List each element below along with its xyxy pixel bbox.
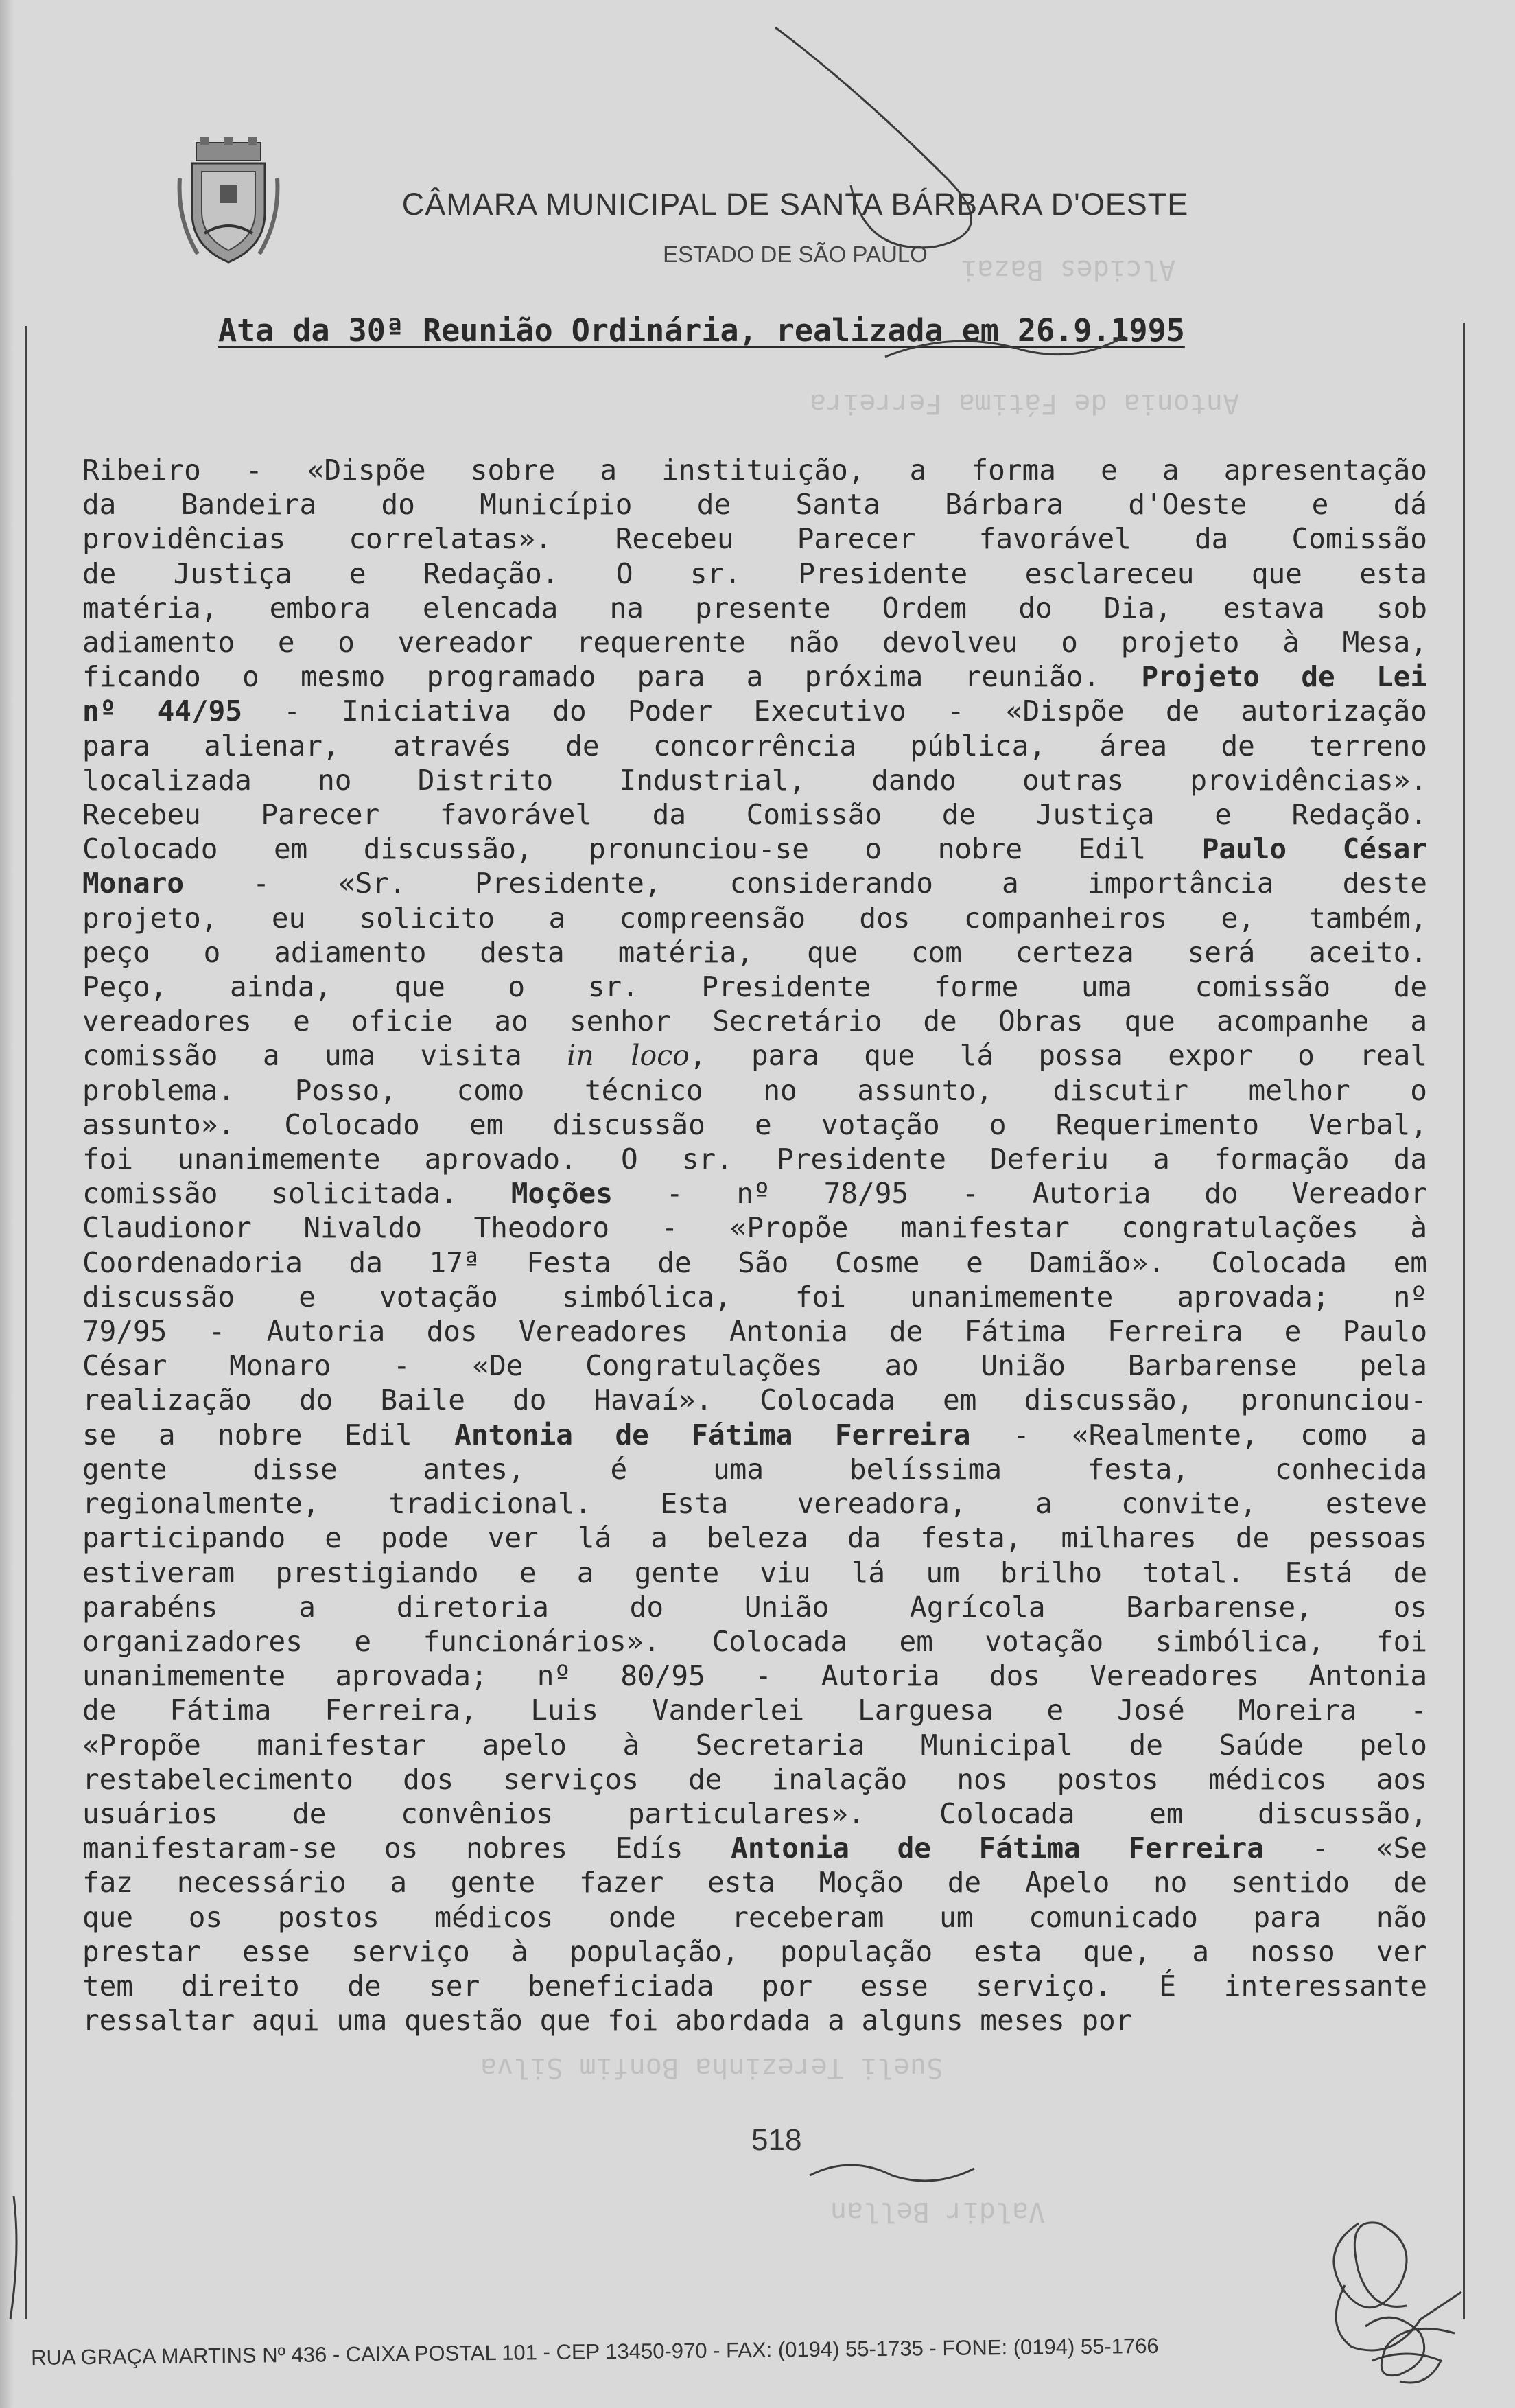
text-line (82, 1038, 1427, 1073)
line-text: Coordenadoria da 17ª Festa de São Cosme e Damião». Colocada em (82, 1246, 1427, 1279)
line-text: foi unanimemente aprovado. O sr. Presidente Deferiu a formação da (82, 1143, 1427, 1176)
line-text: comissão a uma visita (82, 1039, 522, 1073)
line-text: participando e pode ver lá a beleza da festa, milhares de pessoas (82, 1521, 1427, 1555)
text-line (82, 1246, 1427, 1280)
line-text: discussão e votação simbólica, foi unanimemente aprovada; nº (82, 1280, 1427, 1313)
bold-text: Antonia de Fátima Ferreira (731, 1832, 1264, 1865)
text-line (82, 487, 1427, 522)
bold-text: Antonia de Fátima Ferreira (454, 1418, 971, 1451)
line-text: para alienar, através de concorrência pública, área de terreno (82, 729, 1427, 762)
line-text: Peço, ainda, que o sr. Presidente forme uma comissão de (82, 970, 1427, 1004)
left-margin-rule (25, 326, 27, 2319)
text-line (82, 866, 1427, 900)
text-line (82, 1521, 1427, 1555)
line-text: se a nobre Edil (82, 1418, 412, 1451)
text-line (82, 1624, 1427, 1659)
line-text: unanimemente aprovada; nº 80/95 - Autoria dos Vereadores Antonia (82, 1659, 1427, 1693)
document-title: Ata da 30ª Reunião Ordinária, realizada em 26.9.1995 (218, 312, 1185, 349)
text-line (82, 1486, 1427, 1521)
line-text: vereadores e oficie ao senhor Secretário de Obras que acompanhe a (82, 1005, 1427, 1038)
italic-text: in loco (567, 1039, 690, 1073)
text-line (82, 832, 1427, 866)
line-text: ficando o mesmo programado para a próxima reunião. (82, 660, 1101, 694)
text-line (82, 901, 1427, 935)
bold-text: Projeto de Lei (1141, 660, 1428, 694)
minutes-body-text (82, 453, 1427, 2037)
footer-address: RUA GRAÇA MARTINS Nº 436 - CAIXA POSTAL 101 - CEP 13450-970 - FAX: (0194) 55-1735 - FONE: (0194) 55-1766 (31, 2333, 1159, 2370)
text-line (82, 1108, 1427, 1142)
line-text: - «Realmente, como a (970, 1418, 1427, 1451)
bleed-through-name: Alcides Bazai (961, 254, 1176, 285)
signature-stroke (1372, 2354, 1441, 2383)
line-text: peço o adiamento desta matéria, que com certeza será aceito. (82, 935, 1427, 969)
institution-name: CÂMARA MUNICIPAL DE SANTA BÁRBARA D'OESTE (401, 187, 1189, 222)
text-line (82, 763, 1427, 797)
line-text: Ribeiro - «Dispõe sobre a instituição, a forma e a apresentação (82, 454, 1427, 487)
line-text: ressaltar aqui uma questão que foi abordada a alguns meses por (82, 2004, 1133, 2037)
text-line (82, 1659, 1427, 1693)
line-text: restabelecimento dos serviços de inalação nos postos médicos aos (82, 1762, 1427, 1796)
page-binding-shadow (0, 0, 14, 2408)
line-text: adiamento e o vereador requerente não devolveu o projeto à Mesa, (82, 626, 1427, 659)
signature-stroke (810, 2165, 974, 2181)
line-text: regionalmente, tradicional. Esta vereadora, a convite, esteve (82, 1487, 1427, 1521)
line-text: Recebeu Parecer favorável da Comissão de Justiça e Redação. (82, 798, 1427, 832)
signature-stroke (1334, 2223, 1407, 2308)
line-text: usuários de convênios particulares». Colocada em discussão, (82, 1797, 1427, 1830)
line-text: providências correlatas». Recebeu Parecer favorável da Comissão (82, 522, 1427, 556)
state-name: ESTADO DE SÃO PAULO (663, 242, 928, 267)
text-line (82, 694, 1427, 728)
line-text: da Bandeira do Município de Santa Bárbara d'Oeste e dá (82, 488, 1427, 522)
text-line (82, 659, 1427, 694)
text-line (82, 1831, 1427, 1865)
text-line (82, 1280, 1427, 1314)
bleed-through-name: Valdir Bellan (830, 2196, 1046, 2228)
bleed-through-name: Antonia de Fátima Ferreira (810, 388, 1240, 419)
line-text: de Fátima Ferreira, Luis Vanderlei Larguesa e José Moreira - (82, 1694, 1427, 1727)
line-text: realização do Baile do Havaí». Colocada em discussão, pronunciou- (82, 1383, 1427, 1417)
bold-text: Moções (510, 1177, 613, 1211)
line-text: , para que lá possa expor o real (689, 1039, 1428, 1073)
text-line (82, 1383, 1427, 1417)
text-line (82, 1004, 1427, 1038)
line-text: Claudionor Nivaldo Theodoro - «Propõe manifestar congratulações à (82, 1211, 1427, 1245)
text-line (82, 1314, 1427, 1348)
line-text: prestar esse serviço à população, população esta que, a nosso ver (82, 1934, 1427, 1968)
text-line (82, 935, 1427, 970)
text-line (82, 1142, 1427, 1176)
line-text: assunto». Colocado em discussão e votação o Requerimento Verbal, (82, 1108, 1427, 1141)
text-line (82, 453, 1427, 487)
text-line (82, 797, 1427, 832)
text-line (82, 1797, 1427, 1831)
line-text: César Monaro - «De Congratulações ao União Barbarense pela (82, 1349, 1427, 1383)
text-line (82, 1693, 1427, 1727)
text-line (82, 625, 1427, 659)
line-text: comissão solicitada. (82, 1177, 458, 1211)
page-number: 518 (751, 2123, 802, 2157)
line-text: 79/95 - Autoria dos Vereadores Antonia de Fátima Ferreira e Paulo (82, 1315, 1427, 1348)
line-text: estiveram prestigiando e a gente viu lá um brilho total. Está de (82, 1556, 1427, 1589)
line-text: - «Sr. Presidente, considerando a importância deste (184, 867, 1427, 900)
text-line (82, 1348, 1427, 1383)
line-text: faz necessário a gente fazer esta Moção de Apelo no sentido de (82, 1866, 1427, 1899)
line-text: - nº 78/95 - Autoria do Vereador (612, 1177, 1428, 1211)
line-text: matéria, embora elencada na presente Ordem do Dia, estava sob (82, 591, 1427, 624)
line-text: gente disse antes, é uma belíssima festa, conhecida (82, 1452, 1427, 1486)
text-line (82, 1556, 1427, 1590)
bold-text: Paulo César (1201, 832, 1427, 866)
text-line (82, 1762, 1427, 1797)
line-text: projeto, eu solicito a compreensão dos companheiros e, também, (82, 901, 1427, 935)
text-line (82, 1728, 1427, 1762)
line-text: que os postos médicos onde receberam um comunicado para não (82, 1900, 1427, 1934)
text-line (82, 1969, 1427, 2003)
bold-text: Monaro (82, 867, 185, 900)
right-margin-rule (1463, 323, 1465, 2319)
text-line (82, 2003, 1427, 2037)
text-line (82, 1452, 1427, 1486)
line-text: problema. Posso, como técnico no assunto, discutir melhor o (82, 1073, 1427, 1107)
line-text: - Iniciativa do Poder Executivo - «Dispõe de autorização (242, 694, 1427, 728)
text-line (82, 522, 1427, 556)
line-text: tem direito de ser beneficiada por esse serviço. É interessante (82, 1969, 1427, 2002)
line-text: organizadores e funcionários». Colocada em votação simbólica, foi (82, 1624, 1427, 1658)
bold-text: nº 44/95 (82, 694, 243, 728)
text-line (82, 1176, 1427, 1211)
text-line (82, 1900, 1427, 1934)
line-text: Colocado em discussão, pronunciou-se o nobre Edil (82, 832, 1147, 866)
text-line (82, 1590, 1427, 1624)
line-text: de Justiça e Redação. O sr. Presidente esclareceu que esta (82, 557, 1427, 590)
line-text: localizada no Distrito Industrial, dando outras providências». (82, 763, 1427, 797)
text-line (82, 591, 1427, 625)
line-text: - «Se (1263, 1832, 1427, 1865)
line-text: «Propõe manifestar apelo à Secretaria Municipal de Saúde pelo (82, 1728, 1427, 1762)
text-line (82, 1934, 1427, 1969)
text-line (82, 1073, 1427, 1108)
line-text: manifestaram-se os nobres Edís (82, 1832, 683, 1865)
bleed-through-name: Sueli Terezinha Bonfim Silva (480, 2052, 943, 2083)
text-line (82, 1865, 1427, 1899)
text-line (82, 1211, 1427, 1245)
line-text: parabéns a diretoria do União Agrícola Barbarense, os (82, 1590, 1427, 1624)
text-line (82, 1418, 1427, 1452)
text-line (82, 970, 1427, 1004)
text-line (82, 729, 1427, 763)
text-line (82, 557, 1427, 591)
